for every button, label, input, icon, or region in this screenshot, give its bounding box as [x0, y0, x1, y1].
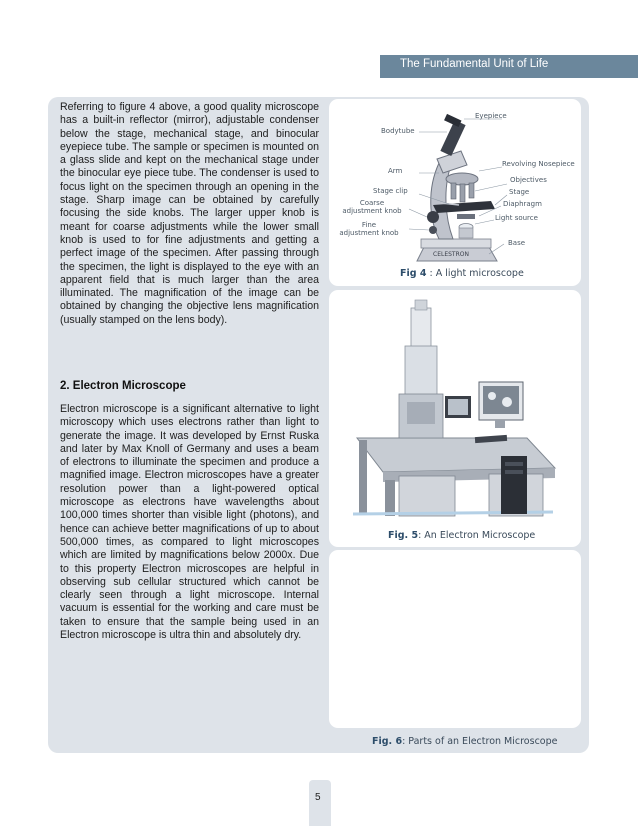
paragraph-light-microscope: Referring to figure 4 above, a good quality microscope has a built-in reflector (mirror), adjustable condenser below the stage, mechanical stage, and binocular eyepiece tube. The sample or specimen is mounted on a glass slide and kept on the mechanical stage under the binocular eye piece tube. The condenser is used to focus light on the specimen through an opening in the stage. Sharp image can be obtained by carefully focusing the side knobs. The larger upper knob is meant for coarse adjustments while the lower small knob is used to for fine adjustments and getting a perfect image of the specimen. After passing through the specimen, the light is displayed to the eye with an apparent field that is much larger than the area illuminated. The magnification of the image can be obtained by changing the objective lens magnification (usually stamped on the lens body).	[60, 101, 319, 326]
figure-6-number: Fig. 6	[372, 736, 403, 747]
label-objectives: Objectives	[510, 176, 547, 184]
body-text-column	[60, 101, 319, 327]
label-revolving-nosepiece: Revolving Nosepiece	[502, 160, 575, 168]
label-fine-line2: adjustment knob	[339, 229, 399, 237]
label-coarse-line1: Coarse	[359, 199, 385, 207]
figure-5-caption-text: : An Electron Microscope	[418, 530, 536, 541]
svg-text:CELESTRON: CELESTRON	[433, 251, 469, 258]
page-number: 5	[315, 792, 321, 803]
figure-4-caption	[400, 268, 524, 279]
figure-6-caption-text: : Parts of an Electron Microscope	[402, 736, 558, 747]
body-text-column-2	[60, 403, 319, 642]
paragraph-electron-microscope: Electron microscope is a significant alternative to light microscopy which uses electrons rather than light to generate the image. It was developed by Ernst Ruska and later by Max Knoll of Germany and uses a beam of electrons to illuminate the specimen and produce a magnified image. Electron microscopes have a greater resolution power than a light-powered optical microscope as electrons have wavelengths about 100,000 times shorter than visible light (photons), and hence can achieve better magnifications of up to about 500,000 times, as compared to light microscopes which are limited by magnifications below 2000x. Due to this property Electron microscopes are helpful in observing sub cellular structured which cannot be clearly seen through a light microscope. Internal vacuum is essential for the working and care must be taken to ensure that the sample being used in an Electron microscope is ultra thin and absolutely dry.	[60, 403, 319, 642]
label-stage-clip: Stage clip	[373, 187, 408, 195]
label-fine-line1: Fine	[361, 221, 377, 229]
figure-4-caption-text: : A light microscope	[426, 268, 524, 279]
label-light-source: Light source	[495, 214, 538, 222]
figure-5-caption	[388, 530, 535, 541]
electron-microscope-illustration	[329, 290, 581, 547]
figure-6-caption	[372, 736, 557, 747]
figure-5-number: Fig. 5	[388, 530, 419, 541]
label-stage: Stage	[509, 188, 530, 196]
figure-4-number: Fig 4	[400, 268, 427, 279]
label-base: Base	[508, 239, 526, 247]
page-number-band	[309, 780, 331, 826]
figure-6-box	[329, 550, 581, 728]
label-eyepiece: Eyepiece	[475, 112, 507, 120]
label-fine-adjustment-knob	[339, 221, 399, 237]
label-bodytube: Bodytube	[381, 127, 415, 135]
label-diaphragm: Diaphragm	[503, 200, 542, 208]
label-coarse-line2: adjustment knob	[342, 207, 402, 215]
label-arm: Arm	[388, 167, 403, 175]
section-heading-electron-microscope: 2. Electron Microscope	[60, 380, 186, 392]
light-microscope-illustration	[329, 99, 581, 286]
chapter-title: The Fundamental Unit of Life	[400, 58, 549, 70]
label-coarse-adjustment-knob	[342, 199, 402, 215]
